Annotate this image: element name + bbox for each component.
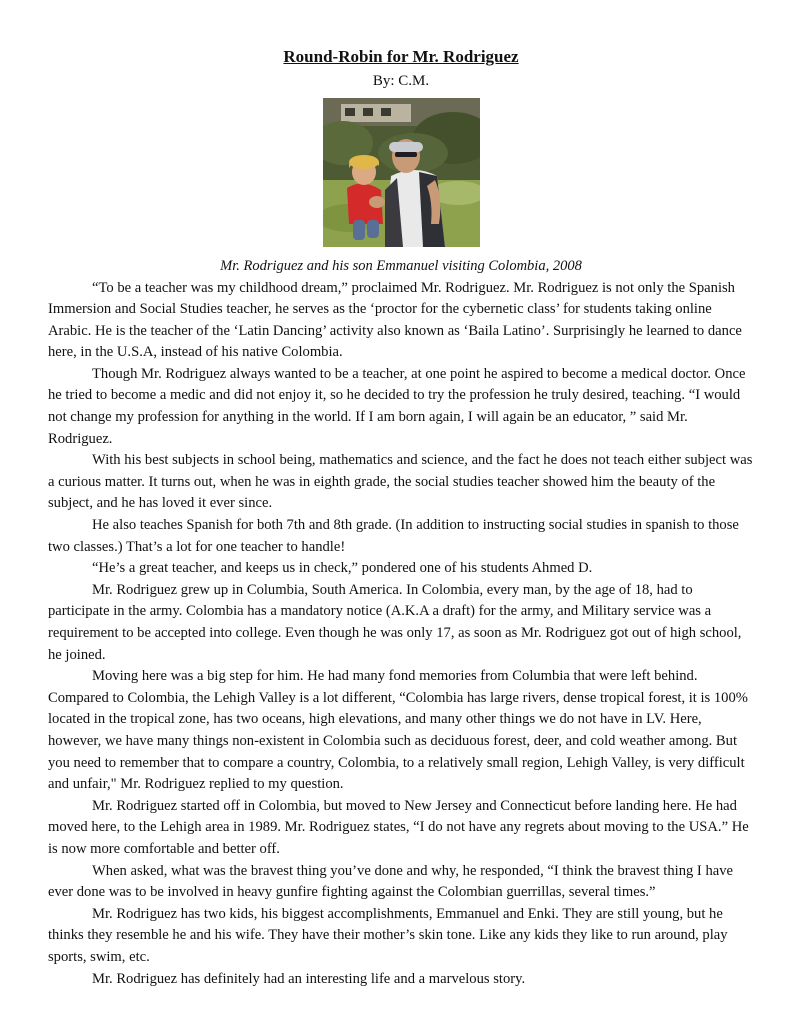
paragraph: Moving here was a big step for him. He had many fond memories from Columbia that were left behind. Compared to Colombia, the Lehigh Valley is a lot different, “Colombia has large rivers, dense tropical forest, it is 100% located in the tropical zone, has two oceans, high elevations, and many other things we do not have in LV. Here, however, we have many things non-existent in Colombia such as deciduous forest, deer, and cold weather among. But you need to remember that to compare a country, Colombia, to a relatively small region, Lehigh Valley, is very difficult and unfair," Mr. Rodriguez replied to my question.: [48, 668, 748, 793]
paragraph: With his best subjects in school being, mathematics and science, and the fact he does not teach either subject was a curious matter. It turns out, when he was in eighth grade, the social studies teacher showed him the beauty of the subject, and he has loved it ever since.: [48, 452, 753, 512]
paragraph: When asked, what was the bravest thing you’ve done and why, he responded, “I think the bravest thing I have ever done was to be involved in heavy gunfire fighting against the Colombian guerrillas, several times.”: [48, 862, 733, 901]
article: [48, 46, 754, 990]
article-title: Round-Robin for Mr. Rodriguez: [283, 47, 519, 66]
paragraph: Mr. Rodriguez has two kids, his biggest accomplishments, Emmanuel and Enki. They are still young, but he thinks they resemble he and his wife. They have their mother’s skin tone. Like any kids they like to run around, play sports, swim, etc.: [48, 905, 728, 965]
photo-father-and-son: [323, 98, 480, 247]
paragraph: “To be a teacher was my childhood dream,” proclaimed Mr. Rodriguez. Mr. Rodriguez is not only the Spanish Immersion and Social Studies teacher, he serves as the ‘proctor for the cybernetic class’ for students taking online Arabic. He is the teacher of the ‘Latin Dancing’ activity also known as ‘Baila Latino’. Surprisingly he learned to dance here, in the U.S.A, instead of his native Colombia.: [48, 279, 742, 361]
byline: By: C.M.: [372, 73, 430, 89]
paragraph: Mr. Rodriguez has definitely had an interesting life and a marvelous story.: [92, 970, 526, 987]
photo-caption: Mr. Rodriguez and his son Emmanuel visiting Colombia, 2008: [220, 258, 582, 274]
paragraph: He also teaches Spanish for both 7th and 8th grade. (In addition to instructing social studies in spanish to those two classes.) That’s a lot for one teacher to handle!: [48, 517, 739, 555]
paragraph: “He’s a great teacher, and keeps us in check,” pondered one of his students Ahmed D.: [92, 560, 593, 577]
paragraph: Though Mr. Rodriguez always wanted to be a teacher, at one point he aspired to become a medical doctor. Once he tried to become a medic and did not enjoy it, so he decided to try the profession he truly desired, teaching. “I would not change my profession for anything in the world. If I am born again, I will again be an educator, ” said Mr. Rodriguez.: [48, 365, 746, 447]
photo-container: [48, 98, 754, 247]
paragraph: Mr. Rodriguez grew up in Columbia, South America. In Colombia, every man, by the age of 18, had to participate in the army. Colombia has a mandatory notice (A.K.A a draft) for the army, and Military service was a requirement to be accepted into college. Even though he was only 17, as soon as Mr. Rodriguez got out of high school, he joined.: [48, 581, 742, 663]
paragraph: Mr. Rodriguez started off in Colombia, but moved to New Jersey and Connecticut before landing here. He had moved here, to the Lehigh area in 1989. Mr. Rodriguez states, “I do not have any regrets about moving to the USA.” He is now more comfortable and better off.: [48, 797, 749, 857]
